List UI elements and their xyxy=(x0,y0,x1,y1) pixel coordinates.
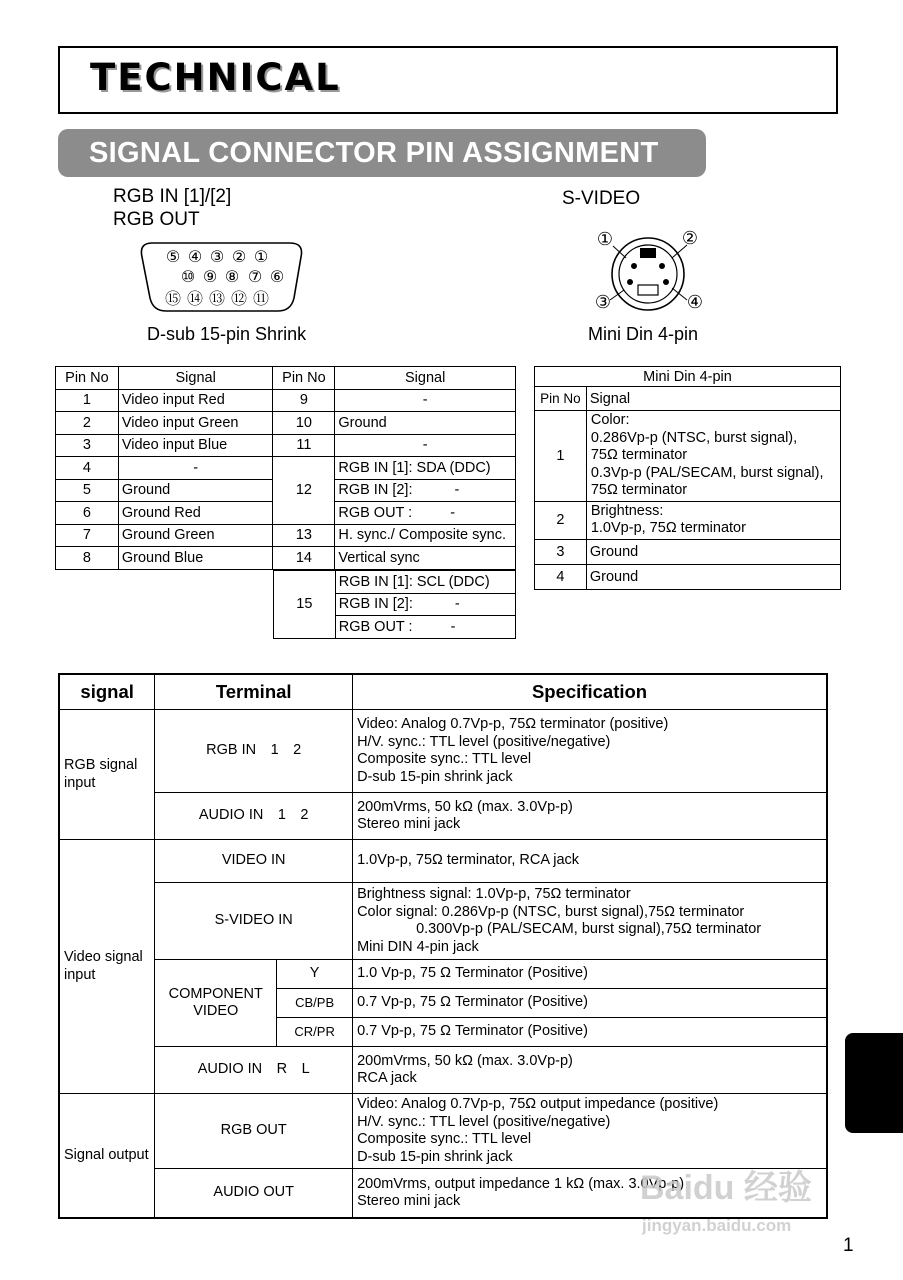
signal-cell: - xyxy=(335,434,516,457)
signal-cell xyxy=(586,411,840,502)
subterminal-cell: Y xyxy=(277,960,353,989)
signal-cell: RGB IN [1]: SDA (DDC) xyxy=(335,457,516,480)
table-row xyxy=(56,547,516,570)
spec-cell: 1.0Vp-p, 75Ω terminator, RCA jack xyxy=(353,840,827,883)
pin-cell: 8 xyxy=(56,547,119,570)
svideo-pin: ④ xyxy=(686,292,704,313)
table-row xyxy=(56,434,516,457)
pin-cell: 6 xyxy=(56,502,119,525)
spec-cell xyxy=(353,1047,827,1094)
signal-cell: Ground xyxy=(586,564,840,589)
terminal-cell: VIDEO IN xyxy=(155,840,353,883)
spec-line: Video: Analog 0.7Vp-p, 75Ω terminator (positive) xyxy=(357,716,669,732)
table-row xyxy=(56,389,516,412)
terminal-cell: S-VIDEO IN xyxy=(155,883,353,960)
mini-din-caption: Mini Din 4-pin xyxy=(588,324,699,344)
signal-line: 0.286Vp-p (NTSC, burst signal), xyxy=(590,429,798,446)
dsub-caption: D-sub 15-pin Shrink xyxy=(147,324,307,344)
rgb-out-label: RGB OUT xyxy=(113,209,200,230)
svideo-label: S-VIDEO xyxy=(562,188,641,209)
signal-cell: - xyxy=(335,389,516,412)
signal-cell: Ground xyxy=(118,479,273,502)
spec-line: Stereo mini jack xyxy=(357,1193,461,1209)
spec-table xyxy=(58,673,828,1219)
rgb-pin-table xyxy=(55,366,516,570)
signal-cell xyxy=(586,501,840,539)
table-row xyxy=(59,793,827,840)
signal-line: 0.3Vp-p (PAL/SECAM, burst signal), xyxy=(590,464,824,481)
subterminal-cell: CR/PR xyxy=(277,1018,353,1047)
chapter-tab xyxy=(845,1033,903,1133)
spec-line: 200mVrms, 50 kΩ (max. 3.0Vp-p) xyxy=(357,1052,573,1069)
pin-cell: 12 xyxy=(273,457,335,525)
spec-line: Video: Analog 0.7Vp-p, 75Ω output impedance (positive) xyxy=(357,1096,719,1112)
dsub-pin: ⑬ xyxy=(208,289,225,308)
pin-cell: 1 xyxy=(56,389,119,412)
table-row xyxy=(59,1094,827,1169)
spec-cell xyxy=(353,1094,827,1169)
dsub-pin: ⑭ xyxy=(186,289,203,308)
signal-group: RGB signal input xyxy=(59,710,155,840)
signal-text: RGB IN [2]: xyxy=(338,596,413,613)
dsub-pin: ① xyxy=(253,247,269,266)
dsub-pin: ⑪ xyxy=(252,289,269,308)
signal-text: RGB IN [2]: xyxy=(338,482,413,499)
spec-cell: 0.7 Vp-p, 75 Ω Terminator (Positive) xyxy=(353,989,827,1018)
watermark-url: jingyan.baidu.com xyxy=(642,1216,792,1235)
table-row xyxy=(535,367,841,387)
signal-cell xyxy=(335,479,516,502)
svideo-pin: ① xyxy=(596,229,614,250)
terminal-cell: COMPONENT VIDEO xyxy=(155,960,277,1047)
signal-line: 75Ω terminator xyxy=(590,482,688,498)
table-row xyxy=(56,412,516,435)
spec-cell: 1.0 Vp-p, 75 Ω Terminator (Positive) xyxy=(353,960,827,989)
terminal-cell: RGB OUT xyxy=(155,1094,353,1169)
table-title: Mini Din 4-pin xyxy=(535,367,841,387)
col-header: Pin No xyxy=(56,367,119,390)
mini-din-pin-table xyxy=(534,366,841,590)
dsub-pin: ⑦ xyxy=(247,267,263,286)
spec-line: Stereo mini jack xyxy=(357,816,461,832)
col-header: signal xyxy=(59,674,155,710)
signal-cell: Ground Blue xyxy=(118,547,273,570)
signal-cell: Vertical sync xyxy=(335,547,516,570)
svideo-pin: ③ xyxy=(594,292,612,313)
signal-cell xyxy=(335,502,516,525)
pin-cell: 2 xyxy=(56,412,119,435)
signal-value: - xyxy=(454,596,460,613)
spec-line: Composite sync.: TTL level xyxy=(357,751,532,767)
dsub-pin: ⑤ xyxy=(165,247,181,266)
pin-cell: 14 xyxy=(273,547,335,570)
dsub-pin: ④ xyxy=(187,247,203,266)
spec-line: H/V. sync.: TTL level (positive/negative) xyxy=(357,733,611,750)
spec-line: Color signal: 0.286Vp-p (NTSC, burst signal),75Ω terminator xyxy=(357,903,745,920)
watermark-logo: Baidu 经验 xyxy=(640,1169,812,1207)
pin-cell: 5 xyxy=(56,479,119,502)
table-row xyxy=(59,674,827,710)
signal-cell: - xyxy=(118,457,273,480)
spec-line: 0.300Vp-p (PAL/SECAM, burst signal),75Ω terminator xyxy=(416,921,762,937)
pin-cell: 11 xyxy=(273,434,335,457)
signal-text: RGB OUT : xyxy=(338,504,413,521)
table-row xyxy=(535,501,841,539)
pin-cell: 10 xyxy=(273,412,335,435)
col-header: Specification xyxy=(353,674,827,710)
pin-cell: 2 xyxy=(535,501,587,539)
dsub-pin: ⑫ xyxy=(230,289,247,308)
dsub-pin: ⑩ xyxy=(180,267,196,286)
signal-line: 1.0Vp-p, 75Ω terminator xyxy=(590,520,746,536)
pin-cell: 3 xyxy=(56,434,119,457)
dsub-pin: ⑨ xyxy=(202,267,218,286)
signal-group: Signal output xyxy=(59,1094,155,1219)
spec-line: 200mVrms, 50 kΩ (max. 3.0Vp-p) xyxy=(357,798,573,815)
signal-line: Color: xyxy=(590,412,630,428)
spec-line: D-sub 15-pin shrink jack xyxy=(357,1148,513,1165)
page-number: 1 xyxy=(843,1235,854,1256)
spec-line: D-sub 15-pin shrink jack xyxy=(357,768,513,785)
pin-cell: 1 xyxy=(535,411,587,502)
section-title: SIGNAL CONNECTOR PIN ASSIGNMENT xyxy=(89,137,659,169)
table-row xyxy=(59,883,827,960)
pin-cell: 13 xyxy=(273,524,335,547)
spec-line: 200mVrms, output impedance 1 kΩ (max. 3.0Vp-p) xyxy=(357,1175,685,1192)
spec-cell: 0.7 Vp-p, 75 Ω Terminator (Positive) xyxy=(353,1018,827,1047)
spec-cell xyxy=(353,883,827,960)
spec-cell xyxy=(353,793,827,840)
signal-line: 75Ω terminator xyxy=(590,447,688,463)
table-row xyxy=(535,387,841,411)
spec-line: Brightness signal: 1.0Vp-p, 75Ω terminator xyxy=(357,886,631,902)
table-row xyxy=(59,710,827,793)
table-row xyxy=(56,457,516,480)
pin-cell: 4 xyxy=(535,564,587,589)
signal-value: - xyxy=(450,618,456,635)
spec-line: Mini DIN 4-pin jack xyxy=(357,938,479,955)
terminal-cell: RGB IN 1 2 xyxy=(155,710,353,793)
pin-cell: 4 xyxy=(56,457,119,480)
spec-line: Composite sync.: TTL level xyxy=(357,1131,532,1147)
rgb-pin-table-continued xyxy=(273,570,516,639)
col-header: Signal xyxy=(586,387,840,411)
dsub-pin: ⑥ xyxy=(269,267,285,286)
pin-cell: 15 xyxy=(274,571,336,639)
rgb-connector-label: RGB IN [1]/[2] xyxy=(113,186,232,207)
table-row xyxy=(56,524,516,547)
page-title: TECHNICAL xyxy=(90,56,341,99)
spec-line: RCA jack xyxy=(357,1070,417,1086)
terminal-cell: AUDIO IN 1 2 xyxy=(155,793,353,840)
col-header: Signal xyxy=(335,367,516,390)
col-header: Pin No xyxy=(273,367,335,390)
signal-cell: RGB IN [1]: SCL (DDC) xyxy=(335,571,515,594)
signal-group: Video signal input xyxy=(59,840,155,1094)
pin-cell: 3 xyxy=(535,539,587,564)
signal-cell: Ground Green xyxy=(118,524,273,547)
signal-value: - xyxy=(454,482,460,499)
pin-cell: 9 xyxy=(273,389,335,412)
signal-cell: Video input Green xyxy=(118,412,273,435)
signal-cell xyxy=(335,616,515,639)
col-header: Signal xyxy=(118,367,273,390)
table-row xyxy=(59,840,827,883)
signal-value: - xyxy=(450,504,456,521)
table-row xyxy=(274,571,516,594)
signal-line: Brightness: xyxy=(590,502,664,519)
terminal-cell: AUDIO OUT xyxy=(155,1169,353,1219)
table-row xyxy=(535,411,841,502)
signal-cell: Ground Red xyxy=(118,502,273,525)
col-header: Pin No xyxy=(535,387,587,411)
table-row xyxy=(59,960,827,989)
table-row xyxy=(535,564,841,589)
pin-cell: 7 xyxy=(56,524,119,547)
signal-cell: Video input Blue xyxy=(118,434,273,457)
spec-line: H/V. sync.: TTL level (positive/negative) xyxy=(357,1113,611,1130)
table-row xyxy=(59,1047,827,1094)
signal-cell: Ground xyxy=(335,412,516,435)
signal-text: RGB OUT : xyxy=(338,618,413,635)
dsub-pin: ② xyxy=(231,247,247,266)
signal-cell: Ground xyxy=(586,539,840,564)
table-row xyxy=(535,539,841,564)
dsub-pin: ⑮ xyxy=(164,289,181,308)
signal-cell: H. sync./ Composite sync. xyxy=(335,524,516,547)
terminal-cell: AUDIO IN R L xyxy=(155,1047,353,1094)
dsub-pin: ⑧ xyxy=(224,267,240,286)
signal-cell: Video input Red xyxy=(118,389,273,412)
signal-cell xyxy=(335,593,515,616)
col-header: Terminal xyxy=(155,674,353,710)
dsub-pin: ③ xyxy=(209,247,225,266)
spec-cell xyxy=(353,710,827,793)
subterminal-cell: CB/PB xyxy=(277,989,353,1018)
table-row xyxy=(56,367,516,390)
svideo-pin: ② xyxy=(681,228,699,249)
